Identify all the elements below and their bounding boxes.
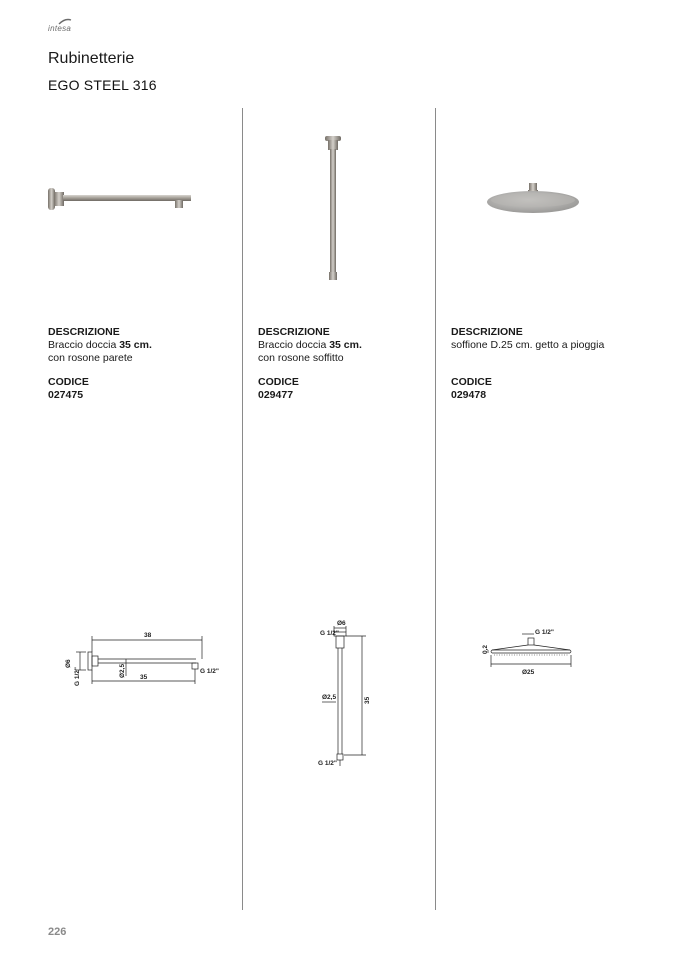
dim-thread-wall: G 1/2" [74,667,81,686]
description-line-2: con rosone soffitto [258,352,344,364]
description-text: soffione D.25 cm. getto a pioggia [451,339,605,351]
dim-pipe-length: 35 [140,674,148,681]
column-divider [435,108,436,910]
description-size: 35 cm. [119,339,152,351]
description-size: 35 cm. [329,339,362,351]
code-value: 029478 [451,389,487,401]
product-image-shower-head [485,183,581,215]
page-title: Rubinetterie [48,50,135,67]
description-line-2: con rosone parete [48,352,133,364]
dim-thread-outlet: G 1/2" [200,668,219,675]
product-image-ceiling-arm [318,136,348,282]
code-label: CODICE [451,376,492,388]
dim-total-length: 38 [144,632,152,639]
description-label: DESCRIZIONE [258,326,330,338]
code-value: 029477 [258,389,294,401]
description-label: DESCRIZIONE [48,326,120,338]
code-label: CODICE [258,376,299,388]
code-value: 027475 [48,389,84,401]
technical-drawing-ceiling-arm [314,618,376,768]
description-line-1 [451,339,604,352]
product-code [48,376,89,402]
dim-thread-outlet: G 1/2" [318,760,337,767]
code-label: CODICE [48,376,89,388]
dim-pipe-length: 35 [364,696,371,704]
product-description [258,326,362,365]
description-line-1 [48,339,152,352]
dim-head-height: 0,2 [482,644,489,654]
dim-pipe-diameter: Ø2,5 [322,694,337,701]
page-subtitle: EGO STEEL 316 [48,77,157,93]
description-label: DESCRIZIONE [451,326,523,338]
dim-rosette-diameter: Ø6 [65,659,72,668]
technical-drawing-wall-arm [60,626,230,688]
dim-rosette-diameter: Ø6 [337,620,346,627]
product-code [451,376,492,402]
dim-thread: G 1/2" [535,629,554,636]
product-code [258,376,299,402]
dim-pipe-diameter: Ø2,5 [119,663,126,678]
column-divider [242,108,243,910]
dim-head-diameter: Ø25 [522,669,535,676]
logo-text: intesa [48,24,72,33]
page-number: 226 [48,926,67,938]
technical-drawing-shower-head [478,624,578,678]
description-text: Braccio doccia [48,339,120,351]
product-description [451,326,604,352]
brand-logo [48,18,88,38]
product-description [48,326,152,365]
dim-thread-ceiling: G 1/2" [320,630,339,637]
description-line-1 [258,339,362,352]
product-image-wall-arm [48,182,193,212]
description-text: Braccio doccia [258,339,330,351]
